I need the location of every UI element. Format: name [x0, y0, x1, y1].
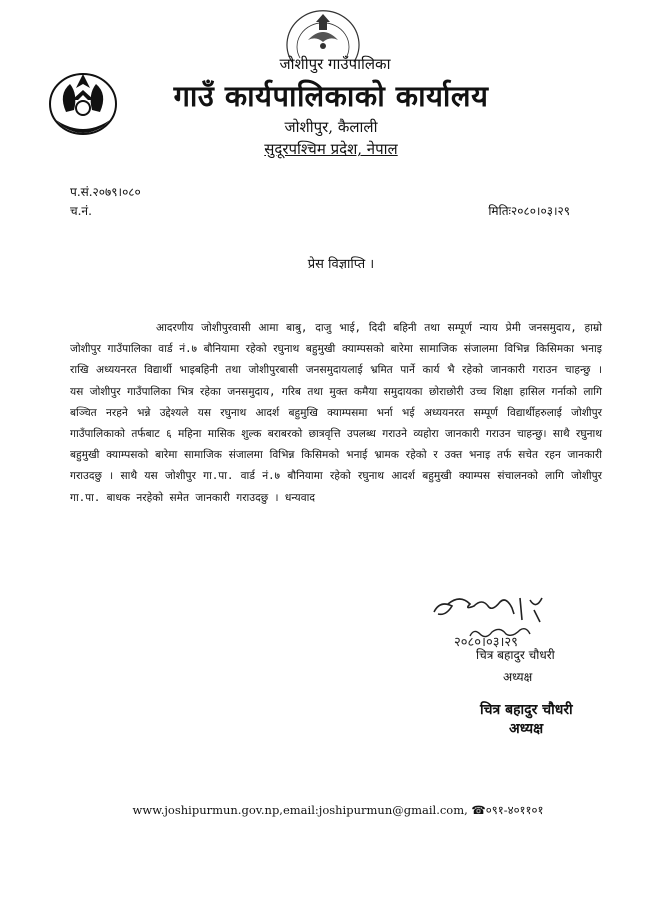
reference-number: प.सं.२०७९।०८० — [70, 185, 141, 199]
address-line-1: जोशीपुर, कैलाली — [284, 118, 378, 136]
letter-subject: प्रेस विज्ञाप्ति । — [307, 257, 375, 272]
letter-body: आदरणीय जोशीपुरवासी आमा बाबु, दाजु भाई, दिदी बहिनी तथा सम्पूर्ण न्याय प्रेमी जनसमुदाय, हाम्रो जोशीपुर गाउँपालिका वार्ड नं.७ बौनियामा रहेको रघुनाथ बहुमुखी क्याम्पसको बारेमा सामाजिक संजालमा विभिन्न किसिमका भनाइ राखि अध्ययनरत विद्यार्थी भाइबहिनी तथा जोशीपुरबासी जनसमुदायलाई भ्रमित पार्ने कार्य भै रहेको जानकारी गराउन चाहन्छु । यस जोशीपुर गाउँपालिका भित्र रहेका जनसमुदाय, गरिब तथा मुक्त कमैया समुदायका छोराछोरी उच्च शिक्षा हासिल गर्नाको लागि बञ्चित नरहने भन्ने उद्देश्यले यस रघुनाथ आदर्श बहुमुखि क्याम्पसमा भर्ना भई अध्ययनरत सम्पूर्ण विद्यार्थीहरुलाई जोशीपुर गाउँपालिकाको तर्फबाट ६ महिना मासिक शुल्क बराबरको छात्रवृत्ति उपलब्ध गराउने व्यहोरा जानकारी गराउन चाहन्छु। साथै रघुनाथ बहुमुखी क्याम्पसको बारेमा सामाजिक संजालमा विभिन्न किसिमको भनाई भ्रामक रहेको र उक्त भनाइ तर्फ सचेत रहन जानकारी गराउदछु । साथै यस जोशीपुर गा.पा. वार्ड नं.७ बौनियामा रहेको रघुनाथ आदर्श बहुमुखी क्याम्पस संचालनको लागि जोशीपुर गा.पा. बाधक नरहेको समेत जानकारी गराउदछु । धन्यवाद — [70, 322, 602, 504]
signatory-title: अध्यक्ष — [503, 670, 533, 684]
office-title: गाउँ कार्यपालिकाको कार्यालय — [173, 79, 489, 113]
dispatch-number: च.नं. — [70, 204, 92, 218]
address-line-2 — [0, 139, 662, 159]
municipality-name: जोशीपुर गाउँपालिका — [279, 55, 391, 73]
footer-contact: www.joshipurmun.gov.np,email:joshipurmun@gmail.com, ☎०९१-४०११०१ — [132, 803, 544, 817]
letter-date: मितिः२०८०।०३।२९ — [488, 204, 570, 218]
handwritten-signature — [430, 590, 570, 650]
name-stamp: चित्र बहादुर चौधरी — [480, 702, 573, 718]
title-stamp: अध्यक्ष — [509, 721, 544, 737]
signatory-name: चित्र बहादुर चौधरी — [476, 648, 555, 662]
address-line-2-text: सुदूरपश्चिम प्रदेश, नेपाल — [264, 140, 398, 158]
handwritten-date: २०८०।०३।२९ — [454, 635, 518, 650]
